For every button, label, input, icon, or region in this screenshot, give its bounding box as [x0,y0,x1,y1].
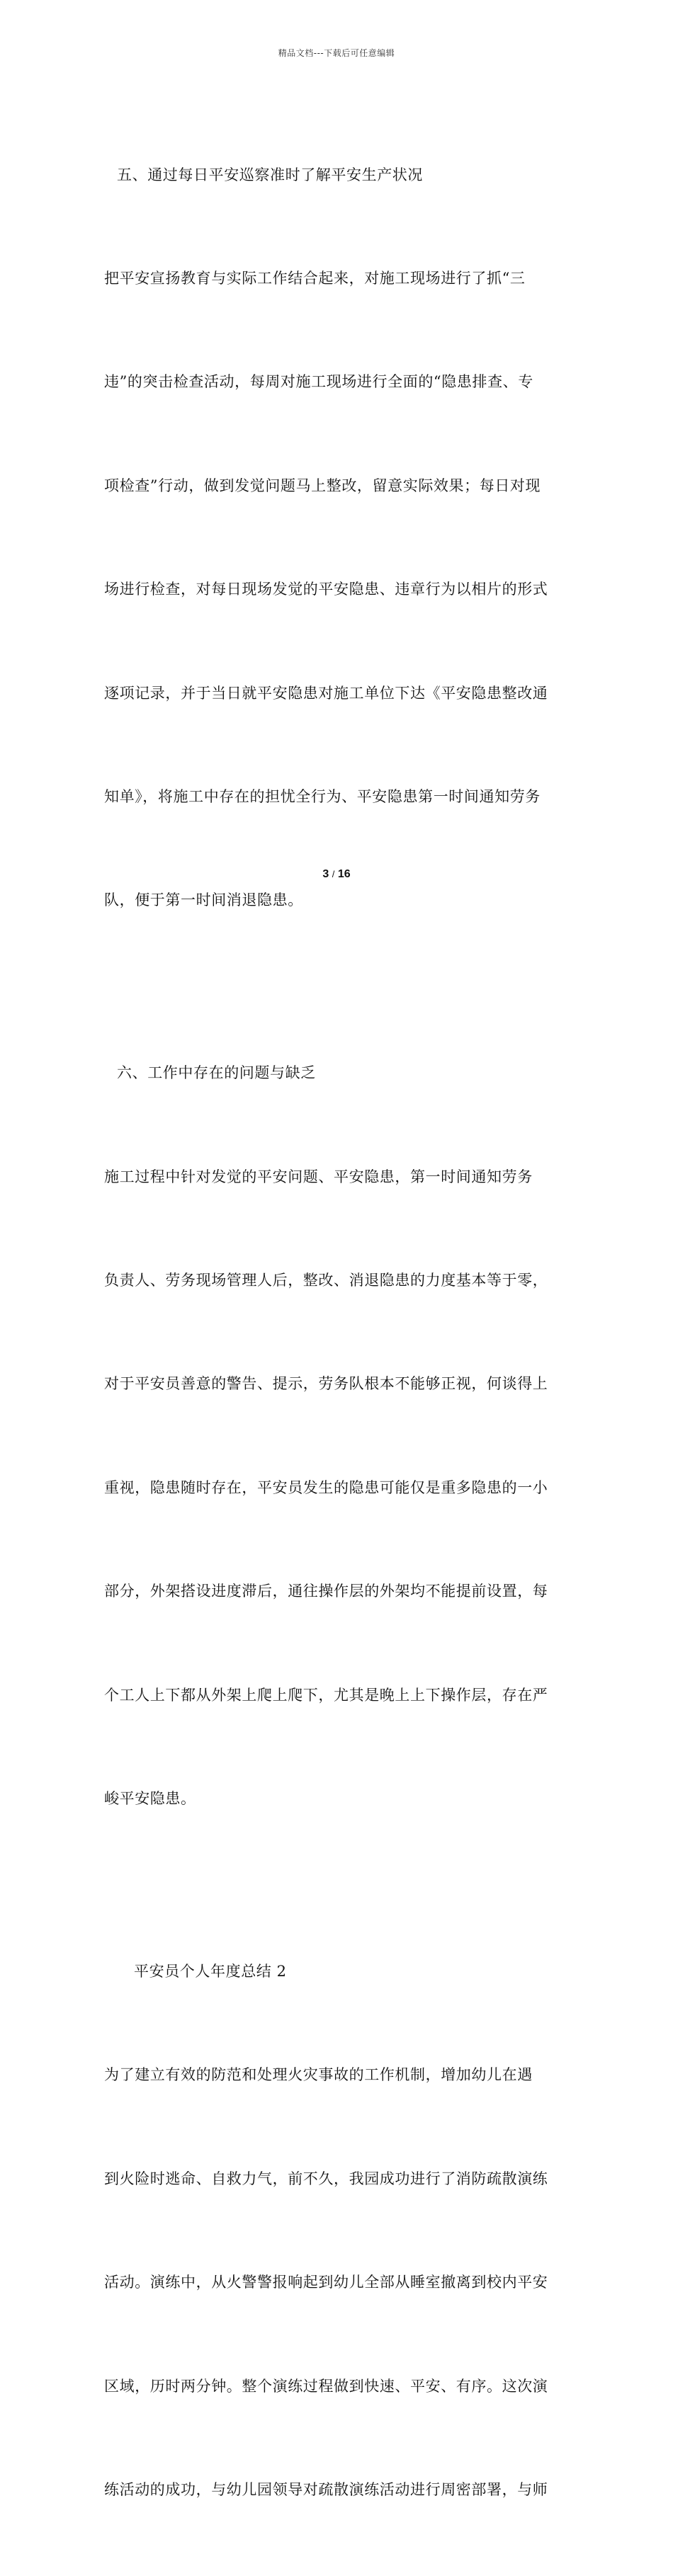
section-6-line: 对于平安员善意的警告、提示，劳务队根本不能够正视，何谈得上 [104,1375,548,1393]
summary-2-line: 活动。演练中，从火警警报响起到幼儿全部从睡室撤离到校内平安 [104,2274,548,2291]
summary-2-line: 区域，历时两分钟。整个演练过程做到快速、平安、有序。这次演 [104,2377,548,2395]
page-number [0,868,673,881]
summary-2-line: 为了建立有效的防范和处理火灾事故的工作机制，增加幼儿在遇 [104,2066,533,2084]
section-5-line: 违”的突击检查活动，每周对施工现场进行全面的“隐患排查、专 [104,373,533,391]
section-5-line: 逐项记录，并于当日就平安隐患对施工单位下达《平安隐患整改通 [104,684,548,702]
section-5-title: 五、通过每日平安巡察准时了解平安生产状况 [117,166,423,183]
page-separator: / [332,869,335,879]
total-pages: 16 [337,868,351,880]
current-page: 3 [322,868,329,880]
section-6-title: 六、工作中存在的问题与缺乏 [117,1064,316,1082]
summary-2-line: 到火险时逃命、自救力气，前不久，我园成功进行了消防疏散演练 [104,2170,548,2187]
section-6-line: 个工人上下都从外架上爬上爬下，尤其是晚上上下操作层，存在严 [104,1686,548,1704]
header-note: 精品文档---下载后可任意编辑 [278,48,395,58]
section-5-line: 队，便于第一时间消退隐患。 [104,891,303,909]
section-5-line: 把平安宣扬教育与实际工作结合起来，对施工现场进行了抓“三 [104,269,526,287]
section-6-line: 峻平安隐患。 [104,1790,196,1808]
document-body [104,89,572,2576]
section-5-line: 知单》，将施工中存在的担忧全行为、平安隐患第一时间通知劳务 [104,787,541,805]
section-5 [104,89,572,987]
summary-2-title: 平安员个人年度总结 2 [134,1963,287,1981]
summary-2-line: 练活动的成功，与幼儿园领导对疏散演练活动进行周密部署，与师 [104,2480,548,2498]
section-6-line: 负责人、劳务现场管理人后，整改、消退隐患的力度基本等于零， [104,1272,548,1289]
section-6-line: 部分，外架搭设进度滞后，通往操作层的外架均不能提前设置，每 [104,1583,548,1600]
section-6 [104,987,572,1886]
section-6-line: 施工过程中针对发觉的平安问题、平安隐患，第一时间通知劳务 [104,1168,533,1185]
section-6-line: 重视，隐患随时存在，平安员发生的隐患可能仅是重多隐患的一小 [104,1478,548,1496]
section-5-line: 项检查”行动，做到发觉问题马上整改，留意实际效果；每日对现 [104,477,541,494]
summary-2 [104,1885,572,2576]
section-5-line: 场进行检查，对每日现场发觉的平安隐患、违章行为以相片的形式 [104,581,548,598]
